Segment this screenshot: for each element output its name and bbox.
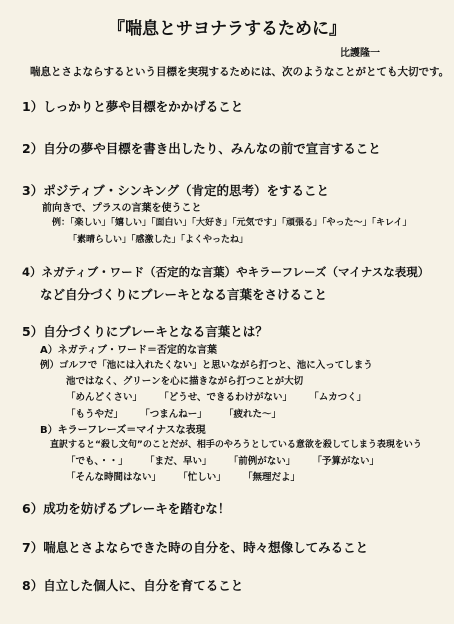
item-5-b-description: 直訳すると“殺し文句”のことだが、相手のやろうとしている意欲を殺してしまう表現をいう	[50, 440, 422, 450]
item-6: 6）成功を妨げるブレーキを踏むな！	[22, 501, 231, 516]
item-2: 2）自分の夢や目標を書き出したり、みんなの前で宣言すること	[22, 141, 381, 156]
word: 「まだ、早い」	[149, 456, 212, 467]
item-5: 5）自分づくりにブレーキとなる言葉とは？	[22, 324, 268, 339]
word: 「つまんねー」	[145, 409, 207, 420]
item-3-detail: 前向きで、プラスの言葉を使うこと	[42, 203, 202, 214]
item-8: 8）自立した個人に、自分を育てること	[22, 578, 244, 593]
item-3-example-line2: 「素晴らしい」「感激した」「よくやったね」	[68, 235, 249, 245]
item-1: 1）しっかりと夢や目標をかかげること	[22, 99, 244, 114]
word: 「予算がない」	[317, 456, 380, 467]
item-5-a-heading: A）ネガティブ・ワード＝否定的な言葉	[40, 345, 217, 356]
word: 「忙しい」	[183, 472, 226, 483]
word: 「めんどくさい」	[66, 392, 143, 403]
item-3: 3）ポジティブ・シンキング（肯定的思考）をすること	[22, 183, 330, 198]
word: 「もうやだ」	[66, 409, 124, 420]
item-5-b-heading: B）キラーフレーズ＝マイナスな表現	[40, 425, 206, 436]
item-5-a-example2: 池ではなく、グリーンを心に描きながら打つことが大切	[66, 376, 304, 387]
word: 「どうせ、できるわけがない」	[164, 392, 292, 403]
word: 「前例がない」	[233, 456, 296, 467]
item-7: 7）喘息とさよならできた時の自分を、時々想像してみること	[22, 540, 369, 555]
item-4: 4）ネガティブ・ワード（否定的な言葉）やキラーフレーズ（マイナスな表現）	[22, 265, 430, 279]
author-name: 比護隆一	[340, 48, 380, 59]
item-5-b-words-row2	[66, 469, 322, 483]
intro-text: 喘息とさよならするという目標を実現するためには、次のようなことがとても大切です。	[30, 66, 450, 78]
word: 「そんな時間はない」	[66, 472, 162, 483]
item-5-a-words-row1	[66, 389, 388, 403]
page-title: 『喘息とサヨナラするために』	[108, 19, 346, 39]
item-5-a-words-row2	[66, 406, 303, 420]
word: 「無理だよ」	[247, 472, 301, 483]
item-5-b-words-row1	[66, 453, 401, 467]
item-5-a-example1: 例）ゴルフで「池には入れたくない」と思いながら打つと、池に入ってしまう	[40, 360, 373, 371]
word: 「でも、・・」	[66, 456, 128, 467]
word: 「ムカつく」	[313, 392, 367, 403]
item-4-line2: など自分づくりにブレーキとなる言葉をさけること	[40, 287, 328, 302]
item-3-example-line1: 例：「楽しい」「嬉しい」「面白い」「大好き」「元気です」「頑張る」「やった〜」「キレイ」	[52, 218, 412, 228]
word: 「疲れた〜」	[228, 409, 282, 420]
